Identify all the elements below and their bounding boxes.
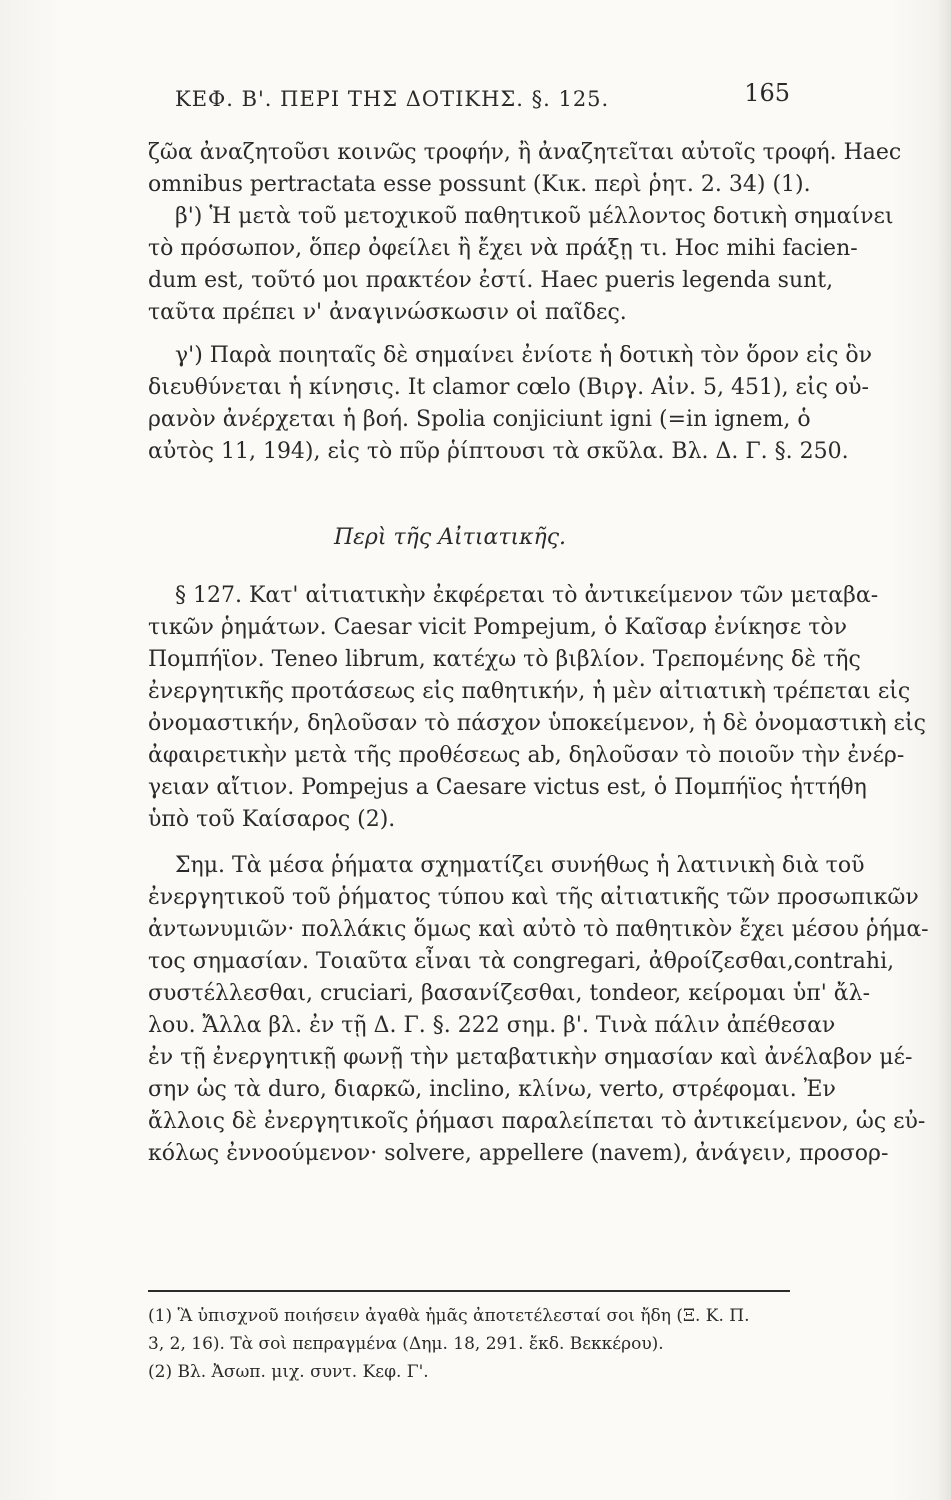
text-line-27: ἄλλοις δὲ ἐνεργητικοῖς ῥήμασι παραλείπεται τὸ ἀντικείμενον, ὡς εὐ- [148,1109,926,1134]
text-line-12: τικῶν ῥημάτων. Caesar vicit Pompejum, ὁ Καῖσαρ ἐνίκησε τὸν [148,615,847,640]
text-line-10: αὐτὸς 11, 194), εἰς τὸ πῦρ ῥίπτουσι τὰ σκῦλα. Βλ. Δ. Γ. §. 250. [148,439,849,464]
text-line-20: ἐνεργητικοῦ τοῦ ῥήματος τύπου καὶ τῆς αἰτιατικῆς τῶν προσωπικῶν [148,885,919,910]
text-line-17: γειαν αἴτιον. Pompejus a Caesare victus est, ὁ Πομπήϊος ἡττήθη [148,775,867,800]
footnote-1: (1) Ἃ ὑπισχνοῦ ποιήσειν ἀγαθὰ ἡμᾶς ἀποτετέλεσταί σοι ἤδη (Ξ. Κ. Π. [148,1306,750,1326]
text-line-5: dum est, τοῦτό μοι πρακτέον ἐστί. Haec pueris legenda sunt, [148,268,834,293]
text-line-7: γ') Παρὰ ποιηταῖς δὲ σημαίνει ἐνίοτε ἡ δοτικὴ τὸν ὅρον εἰς ὃν [175,343,873,368]
text-line-2: omnibus pertractata esse possunt (Κικ. περὶ ῥητ. 2. 34) (1). [148,172,811,197]
footnote-2: (2) Βλ. Ἀσωπ. μιχ. συντ. Κεφ. Γ'. [148,1362,429,1382]
text-line-11: § 127. Κατ' αἰτιατικὴν ἐκφέρεται τὸ ἀντικείμενον τῶν μεταβα- [175,583,879,608]
page-header [175,79,790,117]
text-line-9: ρανὸν ἀνέρχεται ἡ βοή. Spolia conjiciunt igni (=in ignem, ὁ [148,407,811,432]
text-line-1: ζῶα ἀναζητοῦσι κοινῶς τροφήν, ἢ ἀναζητεῖται αὐτοῖς τροφή. Haec [148,140,902,165]
page-edge-shadow [937,0,951,1500]
section-heading: Περὶ τῆς Αἰτιατικῆς. [333,525,567,550]
text-line-19: Σημ. Τὰ μέσα ῥήματα σχηματίζει συνήθως ἡ λατινικὴ διὰ τοῦ [175,853,865,878]
text-line-18: ὑπὸ τοῦ Καίσαρος (2). [148,807,396,832]
text-line-24: λου. Ἄλλα βλ. ἐν τῇ Δ. Γ. §. 222 σημ. β'. Τινὰ πάλιν ἀπέθεσαν [148,1013,836,1038]
text-line-4: τὸ πρόσωπον, ὅπερ ὀφείλει ἢ ἔχει νὰ πράξῃ τι. Hoc mihi facien- [148,236,858,261]
text-line-26: σην ὡς τὰ duro, διαρκῶ, inclino, κλίνω, verto, στρέφομαι. Ἐν [148,1077,836,1102]
page-number: 165 [744,79,790,107]
text-line-28: κόλως ἐννοούμενον· solvere, appellere (navem), ἀνάγειν, προσορ- [148,1141,889,1166]
text-line-25: ἐν τῇ ἐνεργητικῇ φωνῇ τὴν μεταβατικὴν σημασίαν καὶ ἀνέλαβον μέ- [148,1045,913,1070]
text-line-15: ὀνομαστικήν, δηλοῦσαν τὸ πάσχον ὑποκείμενον, ἡ δὲ ὀνομαστικὴ εἰς [148,711,926,736]
text-line-3: β') Ἡ μετὰ τοῦ μετοχικοῦ παθητικοῦ μέλλοντος δοτικὴ σημαίνει [175,204,894,229]
text-line-16: ἀφαιρετικὴν μετὰ τῆς προθέσεως ab, δηλοῦσαν τὸ ποιοῦν τὴν ἐνέρ- [148,743,905,768]
text-line-22: τος σημασίαν. Τοιαῦτα εἶναι τὰ congregari, ἀθροίζεσθαι,contrahi, [148,949,895,974]
text-line-6: ταῦτα πρέπει ν' ἀναγινώσκωσιν οἱ παῖδες. [148,300,627,325]
text-line-13: Πομπήϊον. Teneo librum, κατέχω τὸ βιβλίον. Τρεπομένης δὲ τῆς [148,647,861,672]
text-line-23: συστέλλεσθαι, cruciari, βασανίζεσθαι, tondeor, κείρομαι ὑπ' ἄλ- [148,981,871,1006]
footnote-1-continued: 3, 2, 16). Τὰ σοὶ πεπραγμένα (Δημ. 18, 291. ἔκδ. Βεκκέρου). [148,1334,664,1354]
running-head: ΚΕΦ. Β'. ΠΕΡΙ ΤΗΣ ΔΟΤΙΚΗΣ. §. 125. [175,87,610,111]
footnote-rule [148,1290,790,1292]
text-line-21: ἀντωνυμιῶν· πολλάκις ὅμως καὶ αὐτὸ τὸ παθητικὸν ἔχει μέσου ῥήμα- [148,917,929,942]
text-line-14: ἐνεργητικῆς προτάσεως εἰς παθητικήν, ἡ μὲν αἰτιατικὴ τρέπεται εἰς [148,679,911,704]
text-line-8: διευθύνεται ἡ κίνησις. It clamor cœlo (Βιργ. Αἰν. 5, 451), εἰς οὐ- [148,375,869,400]
